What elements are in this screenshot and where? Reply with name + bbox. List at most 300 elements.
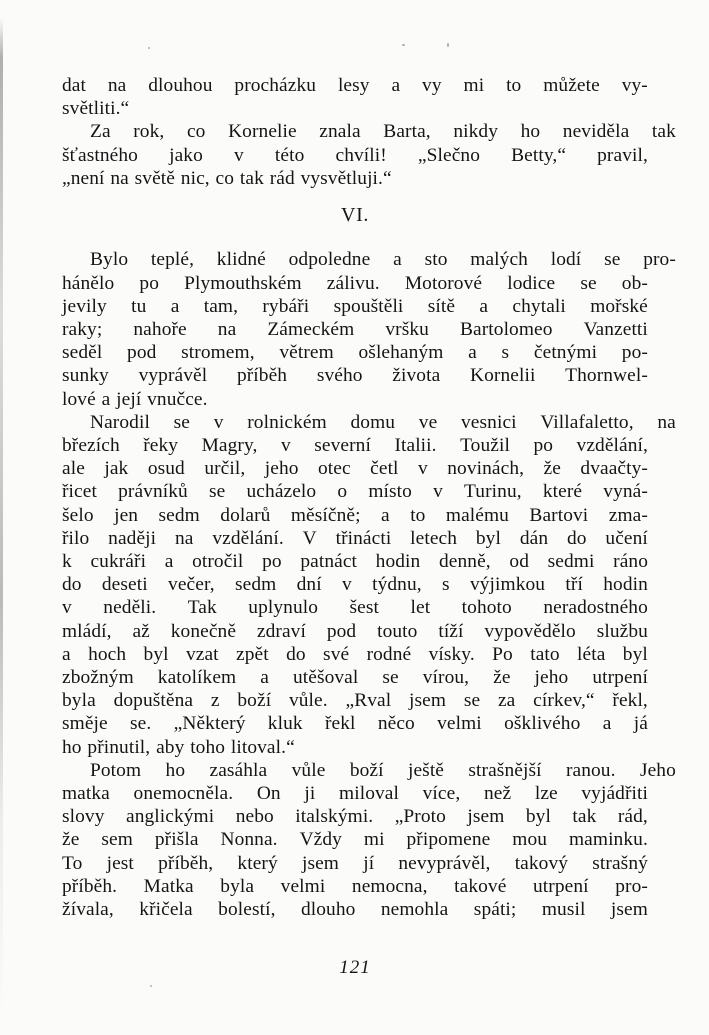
word: jak (104, 458, 129, 480)
word: vysvětluji.“ (300, 167, 392, 189)
word: mi (463, 75, 485, 96)
word: tak (239, 167, 264, 189)
word: hánělo (62, 272, 115, 294)
word: četnými (533, 342, 598, 364)
word: novinách, (447, 458, 525, 480)
word: zpět (236, 643, 269, 665)
text-line (62, 167, 648, 190)
word: jeho (534, 667, 569, 689)
word: cukráři (90, 551, 147, 573)
word: tíží (438, 620, 464, 642)
word: Betty,“ (511, 144, 567, 166)
word: Tak (187, 597, 217, 619)
word: službu (596, 620, 648, 642)
word: malých (470, 249, 528, 271)
word: boží (237, 690, 272, 712)
word: příběh, (158, 852, 214, 874)
text-line (62, 364, 648, 387)
word: Turinu, (464, 481, 522, 503)
word: s (442, 574, 450, 596)
word: jí (363, 852, 375, 874)
word: spáti; (473, 899, 517, 921)
word: ošklivého (504, 713, 581, 735)
word: co (215, 167, 235, 189)
word: utěšoval (292, 667, 359, 689)
word: v (62, 597, 72, 619)
text-line (62, 736, 648, 759)
word: o (337, 481, 348, 503)
word: dlouhou (148, 75, 213, 96)
word: jsem (301, 852, 339, 874)
word: naději (108, 527, 157, 549)
text-line (62, 74, 648, 97)
word: učení (605, 527, 648, 549)
text-line (62, 643, 648, 666)
word: určil, (204, 458, 246, 480)
word: jsem (467, 806, 505, 828)
word: toho (190, 736, 226, 758)
word: Jeho (639, 759, 676, 781)
word: zbožným (62, 667, 134, 689)
word: hodin (375, 551, 421, 573)
word: vršku (385, 319, 429, 341)
word: že (493, 667, 511, 689)
word: než (483, 783, 512, 805)
word: této (274, 144, 305, 166)
word: rád (269, 167, 295, 189)
word: v (280, 435, 291, 457)
word: strašnější (468, 759, 542, 781)
word: do (566, 527, 587, 549)
text-line (62, 875, 648, 898)
word: dlouho (300, 899, 356, 921)
word: Matka (143, 875, 194, 897)
word: výjimkou (469, 574, 546, 596)
word: a (391, 75, 401, 96)
word: do (62, 574, 82, 596)
word: více, (422, 783, 461, 805)
word: „Proto (394, 806, 446, 828)
word: Nonna. (220, 829, 278, 851)
word: na (657, 411, 676, 433)
text-line (62, 852, 648, 875)
word: neviděla (562, 121, 630, 143)
word: Toužil (460, 435, 510, 457)
word: onemocněla. (133, 783, 234, 805)
word: ob- (621, 272, 648, 294)
word: rolnickém (247, 411, 327, 433)
word: Kornelie (228, 121, 297, 143)
word: sunky (62, 365, 109, 387)
word: pod (127, 342, 157, 364)
scan-speck (150, 985, 152, 987)
word: březích (62, 435, 120, 457)
word: velmi (437, 713, 482, 735)
text-line (62, 248, 676, 271)
word: utrpení (533, 875, 589, 897)
text-line (62, 318, 648, 341)
word: mořské (590, 295, 648, 317)
word: na (175, 527, 194, 549)
word: jest (106, 852, 134, 874)
word: já (633, 713, 648, 735)
word: na (217, 319, 237, 341)
word: že (62, 829, 80, 851)
word: hoch (88, 643, 127, 665)
word: litoval.“ (230, 736, 295, 758)
word: ve (418, 411, 438, 433)
word: anglickými (125, 806, 215, 828)
word: rodné (366, 643, 412, 665)
word: severní (314, 435, 371, 457)
word: můžete (543, 75, 600, 96)
word: pod (326, 620, 357, 642)
word: po (533, 435, 554, 457)
word: zdraví (256, 620, 306, 642)
word: zma- (608, 504, 648, 526)
word: jevily (62, 295, 107, 317)
word: nevyprávěl, (398, 852, 491, 874)
word: sedmi (547, 551, 595, 573)
text-line (62, 504, 648, 527)
word: konečně (170, 620, 237, 642)
word: až (132, 620, 150, 642)
word: rok, (133, 121, 165, 143)
word: své (323, 643, 350, 665)
text-line (62, 272, 648, 295)
word: po- (621, 342, 648, 364)
word: za (497, 690, 516, 712)
word: deseti (101, 574, 148, 596)
word: katolíkem (157, 667, 237, 689)
text-line (62, 97, 648, 120)
scan-edge-artifact (0, 18, 3, 1018)
word: strašný (592, 852, 648, 874)
word: sedm (234, 574, 277, 596)
word: s (501, 342, 510, 364)
word: a (170, 295, 180, 317)
word: ošlehaným (358, 342, 444, 364)
word: nebo (235, 806, 274, 828)
word: osud (147, 458, 185, 480)
word: pro- (615, 875, 648, 897)
word: tohoto (461, 597, 512, 619)
word: Italii. (394, 435, 437, 457)
word: v (433, 481, 443, 503)
word: na (110, 167, 129, 189)
word: dolarů (220, 504, 271, 526)
word: lze (534, 783, 558, 805)
text-line (62, 480, 648, 503)
word: měsíčně; (290, 504, 361, 526)
word: sto (424, 249, 448, 271)
word: vnučce. (147, 388, 208, 410)
word: Bartolomeo (459, 319, 553, 341)
text-line (62, 805, 648, 828)
word: spouštěli (333, 295, 404, 317)
text-line (62, 457, 648, 480)
word: Po (492, 643, 513, 665)
word: V (302, 527, 317, 549)
word: žívala, (62, 899, 114, 921)
word: tu (131, 295, 147, 317)
word: pravil, (597, 144, 648, 166)
word: šelo (62, 504, 94, 526)
text-line (62, 120, 676, 143)
word: Kornelii (470, 365, 536, 387)
word: To (62, 852, 83, 874)
word: k (62, 551, 72, 573)
text-line (62, 596, 648, 619)
word: se (382, 667, 399, 689)
word: jeho (264, 458, 299, 480)
text-line (62, 782, 648, 805)
word: malému (445, 504, 509, 526)
word: velmi (280, 875, 326, 897)
word: letech (410, 527, 458, 549)
word: boží (349, 759, 384, 781)
word: ho (62, 736, 82, 758)
word: klidné (216, 249, 266, 271)
word: mou (512, 829, 548, 851)
word: dopuštěna (113, 690, 194, 712)
text-line (62, 712, 648, 735)
word: jako (169, 144, 203, 166)
word: uplynulo (248, 597, 319, 619)
word: Za (90, 121, 111, 143)
word: nahoře (133, 319, 187, 341)
text-line (62, 573, 648, 596)
text-line (62, 666, 648, 689)
word: a (602, 713, 612, 735)
word: v (342, 574, 352, 596)
word: touto (377, 620, 418, 642)
word: právníků (118, 481, 188, 503)
word: se (604, 249, 621, 271)
word: ranou. (565, 759, 616, 781)
word: Potom (90, 759, 142, 781)
word: odpoledne (288, 249, 371, 271)
word: neradostného (543, 597, 648, 619)
word: dat (62, 75, 86, 96)
word: rybáři (262, 295, 310, 317)
word: vypovědělo (484, 620, 576, 642)
word: církev,“ (533, 690, 595, 712)
word: dán (519, 527, 549, 549)
word: připomene (406, 829, 491, 851)
word: zasáhla (209, 759, 268, 781)
word: mi (363, 829, 385, 851)
word: znala (319, 121, 361, 143)
word: v (233, 144, 244, 166)
word: ještě (407, 759, 445, 781)
word: Vždy (299, 829, 342, 851)
word: aby (156, 736, 185, 758)
word: byl (525, 806, 551, 828)
word: ho (165, 759, 186, 781)
word: týdnu, (372, 574, 422, 596)
word: vy (422, 75, 442, 96)
word: řilo (62, 527, 90, 549)
word: šťastného (62, 144, 138, 166)
word: hodin (603, 574, 648, 596)
word: Magry, (201, 435, 258, 457)
word: raky; (62, 319, 103, 341)
word: neděli. (103, 597, 157, 619)
word: seděl (62, 342, 103, 364)
word: řekl, (612, 690, 648, 712)
word: a (101, 388, 111, 410)
word: dní (296, 574, 322, 596)
word: tak (651, 121, 676, 143)
word: večer, (168, 574, 215, 596)
word: od (509, 551, 529, 573)
word: a (164, 551, 174, 573)
word: dvaačty- (580, 458, 648, 480)
word: vzdělání. (212, 527, 284, 549)
word: utrpení (592, 667, 648, 689)
word: v (418, 458, 428, 480)
word: ale (62, 458, 85, 480)
text-line (62, 527, 648, 550)
word: „Rval (345, 690, 392, 712)
word: se (580, 272, 597, 294)
word: nikdy (453, 121, 499, 143)
word: Thornwel- (565, 365, 648, 387)
word: nemohla (380, 899, 449, 921)
word: vy- (621, 75, 648, 96)
word: větrem (279, 342, 334, 364)
word: rád, (617, 806, 648, 828)
word: matka (62, 783, 110, 805)
word: vyjádřiti (581, 783, 648, 805)
word: vírou, (422, 667, 470, 689)
word: „Slečno (417, 144, 481, 166)
word: léta (577, 643, 606, 665)
word: to (506, 75, 522, 96)
word: miloval (339, 783, 399, 805)
word: ji (304, 783, 316, 805)
word: denně, (439, 551, 491, 573)
word: lodice (507, 272, 556, 294)
word: chvíli! (335, 144, 387, 166)
word: ráno (613, 551, 648, 573)
word: světliti.“ (62, 98, 130, 120)
word: kluk (267, 713, 303, 735)
word: Motorové (404, 272, 483, 294)
word: tak (572, 806, 597, 828)
word: stromem, (181, 342, 255, 364)
word: tato (530, 643, 560, 665)
word: sem (101, 829, 133, 851)
word: místo (368, 481, 412, 503)
word: slovy (62, 806, 105, 828)
word: ucházelo (246, 481, 317, 503)
word: nic, (180, 167, 210, 189)
word: co (186, 121, 206, 143)
word: byl (622, 643, 648, 665)
text-line (62, 295, 648, 318)
word: Barta, (383, 121, 431, 143)
word: Narodil (90, 411, 150, 433)
text-line (62, 828, 648, 851)
word: Bylo (90, 249, 129, 271)
word: svého (316, 365, 363, 387)
word: takové (454, 875, 507, 897)
word: byla (220, 875, 255, 897)
word: zálivu. (326, 272, 380, 294)
word: jen (114, 504, 139, 526)
word: vzdělání, (576, 435, 648, 457)
word: otec (318, 458, 351, 480)
word: to (410, 504, 426, 526)
word: „není (62, 167, 105, 189)
word: něco (377, 713, 415, 735)
word: chytali (512, 295, 566, 317)
word: „Některý (173, 713, 246, 735)
word: lodí (550, 249, 582, 271)
word: Vanzetti (583, 319, 648, 341)
word: do (286, 643, 306, 665)
word: byl (475, 527, 501, 549)
word: po (262, 551, 282, 573)
word: po (139, 272, 159, 294)
word: bolestí, (218, 899, 276, 921)
word: takový (514, 852, 569, 874)
text-line (62, 144, 648, 167)
word: pro- (643, 249, 676, 271)
word: otročil (192, 551, 244, 573)
word: tří (565, 574, 583, 596)
word: byl (143, 643, 169, 665)
scan-speck (148, 47, 150, 49)
word: domu (350, 411, 396, 433)
word: a (479, 295, 489, 317)
word: mládí, (62, 620, 112, 642)
text-line (62, 620, 648, 643)
word: křičela (139, 899, 193, 921)
word: Zámeckém (267, 319, 355, 341)
word: a (62, 643, 71, 665)
word: patnáct (300, 551, 358, 573)
word: světě (134, 167, 175, 189)
word: a (468, 342, 477, 364)
word: na (107, 75, 127, 96)
word: nemocna, (351, 875, 428, 897)
word: se (173, 411, 191, 433)
word: jsem (409, 690, 447, 712)
word: vísky. (428, 643, 475, 665)
word: musil (541, 899, 586, 921)
word: který (237, 852, 278, 874)
word: se (209, 481, 226, 503)
word: přišla (154, 829, 199, 851)
word: lové (62, 388, 96, 410)
word: z (210, 690, 220, 712)
word: řeky (143, 435, 179, 457)
word: směje (62, 713, 108, 735)
word: že (543, 458, 561, 480)
word: Bartovi (529, 504, 589, 526)
word: a (393, 249, 402, 271)
word: života (392, 365, 441, 387)
word: maminku. (569, 829, 648, 851)
scan-speck (402, 44, 405, 46)
text-line (62, 388, 648, 411)
word: Plymouthském (184, 272, 302, 294)
word: se (463, 690, 481, 712)
word: vyprávěl (138, 365, 208, 387)
